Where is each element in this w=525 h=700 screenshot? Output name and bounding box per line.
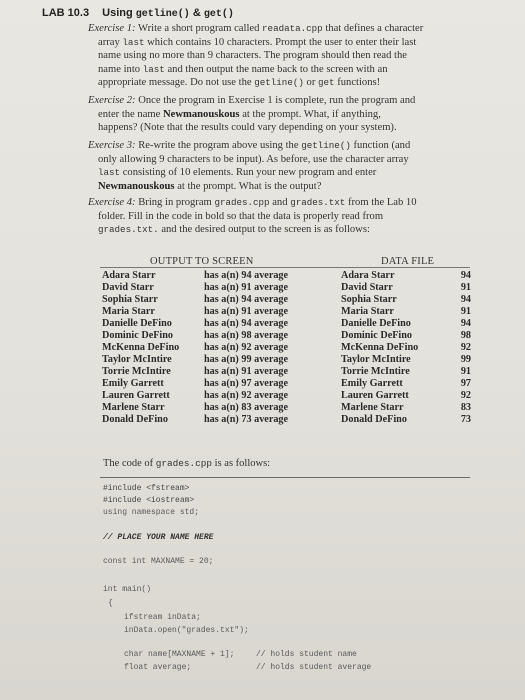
exercise-1: [88, 22, 423, 90]
code-intro-filename: grades.cpp: [155, 458, 213, 469]
lab-title: [42, 7, 234, 20]
code-include-iostream: #include <iostream>: [103, 496, 195, 505]
exercise-3-func: getline(): [301, 140, 351, 151]
output-name: Emily Garrett: [102, 378, 164, 389]
output-score: 94: [241, 270, 252, 281]
has-prefix: has a(n): [204, 390, 239, 401]
exercise-1-text: name into: [98, 63, 141, 75]
code-comment-name: // PLACE YOUR NAME HERE: [103, 533, 214, 542]
data-score-cell: 97: [460, 378, 471, 389]
output-average-line: [204, 330, 288, 342]
output-score: 83: [241, 402, 252, 413]
exercise-4-file: grades.txt.: [98, 224, 159, 236]
average-word: average: [254, 318, 289, 329]
data-scores-column: [449, 270, 471, 426]
average-word: average: [254, 294, 289, 305]
average-word: average: [254, 270, 289, 281]
output-average-line: [204, 294, 288, 306]
average-word: average: [254, 378, 289, 389]
output-average-line: [204, 390, 288, 402]
exercise-4-file: grades.cpp: [214, 197, 270, 208]
code-intro-text: The code of: [103, 458, 154, 469]
output-score: 92: [241, 390, 252, 401]
exercise-1-filename: readata.cpp: [262, 23, 323, 34]
output-average-line: [204, 366, 288, 378]
data-score-cell: 91: [460, 306, 471, 317]
data-score-cell: 94: [460, 270, 471, 281]
code-ifstream: ifstream inData;: [124, 613, 201, 622]
exercise-3-text: at the prompt. What is the output?: [177, 180, 322, 192]
average-word: average: [254, 414, 289, 425]
output-score: 99: [241, 354, 252, 365]
average-word: average: [254, 330, 289, 341]
exercise-3: [88, 139, 410, 193]
exercise-3-text: Re-write the program above using the: [138, 140, 299, 151]
exercise-4-text: and: [272, 197, 288, 208]
average-word: average: [254, 354, 289, 365]
exercise-1-text: appropriate message. Do not use the: [98, 77, 252, 89]
exercise-2-label: Exercise 2:: [88, 95, 136, 106]
has-prefix: has a(n): [204, 282, 239, 293]
exercise-2: [88, 94, 415, 135]
exercise-4-text: from the Lab 10: [347, 197, 417, 208]
exercise-4: [88, 196, 417, 237]
title-func-getline: getline(): [135, 9, 190, 20]
code-char-name-comment: // holds student name: [256, 650, 357, 659]
output-average-line: [204, 342, 288, 354]
data-score-cell: 99: [460, 354, 471, 365]
exercise-4-text: folder. Fill in the code in bold so that the data is properly read from: [98, 210, 384, 222]
data-score-cell: 83: [460, 402, 471, 413]
average-word: average: [254, 366, 289, 377]
has-prefix: has a(n): [204, 342, 239, 353]
exercise-4-file: grades.txt: [290, 197, 346, 208]
has-prefix: has a(n): [204, 378, 239, 389]
exercise-3-var: last: [98, 167, 121, 179]
code-float-average-comment: // holds student average: [256, 663, 372, 672]
data-score-cell: 94: [460, 318, 471, 329]
title-func-get: get(): [203, 9, 234, 20]
data-name-cell: Torrie McIntire: [341, 366, 410, 377]
exercise-1-text: which contains 10 characters. Prompt the user to enter their last: [147, 36, 417, 48]
output-average-line: [204, 306, 288, 318]
data-name-cell: Sophia Starr: [341, 294, 397, 305]
output-name: Marlene Starr: [102, 402, 165, 413]
output-name: Taylor McIntire: [102, 354, 172, 365]
output-score: 92: [241, 342, 252, 353]
average-word: average: [254, 342, 289, 353]
code-using-namespace: using namespace std;: [103, 508, 200, 517]
data-name-cell: Marlene Starr: [341, 402, 404, 413]
output-average-line: [204, 402, 288, 414]
output-heading: OUTPUT TO SCREEN: [150, 256, 254, 267]
exercise-3-name: Newmanouskous: [98, 180, 175, 192]
exercise-1-func: getline(): [254, 77, 304, 89]
code-float-average: float average;: [124, 663, 192, 672]
has-prefix: has a(n): [204, 294, 239, 305]
data-name-cell: Adara Starr: [341, 270, 395, 281]
code-const-maxname: const int MAXNAME = 20;: [103, 557, 214, 566]
table-rule: [100, 267, 470, 268]
exercise-3-text: consisting of 10 elements. Run your new program and enter: [122, 167, 377, 179]
output-name: Adara Starr: [102, 270, 156, 281]
average-word: average: [254, 282, 289, 293]
data-score-cell: 98: [460, 330, 471, 341]
output-name: Lauren Garrett: [102, 390, 170, 401]
exercise-4-text: Bring in program: [138, 197, 212, 208]
output-average-line: [204, 354, 288, 366]
code-main: int main(): [103, 585, 152, 594]
output-name: David Starr: [102, 282, 154, 293]
data-name-cell: Donald DeFino: [341, 414, 407, 425]
exercise-1-var: last: [142, 63, 165, 75]
output-average-line: [204, 270, 288, 282]
output-average-line: [204, 318, 288, 330]
output-score: 91: [241, 282, 252, 293]
exercise-1-text: or: [306, 77, 316, 89]
data-score-cell: 92: [460, 390, 471, 401]
data-name-cell: Maria Starr: [341, 306, 394, 317]
has-prefix: has a(n): [204, 270, 239, 281]
exercise-2-text: at the prompt. What, if anything,: [242, 108, 381, 120]
exercise-1-text: name using no more than 9 characters. The program should then read the: [98, 50, 407, 62]
data-score-cell: 91: [460, 366, 471, 377]
average-word: average: [254, 390, 289, 401]
output-score: 94: [241, 318, 252, 329]
has-prefix: has a(n): [204, 414, 239, 425]
exercise-2-name: Newmanouskous: [163, 108, 240, 120]
code-open-brace: {: [108, 599, 113, 608]
output-score: 98: [241, 330, 252, 341]
exercise-3-text: only allowing 9 characters to be input). As before, use the character array: [98, 153, 409, 165]
output-score: 97: [241, 378, 252, 389]
output-names-column: [102, 270, 179, 426]
output-average-line: [204, 282, 288, 294]
exercise-2-text: Once the program in Exercise 1 is complete, run the program and: [138, 95, 416, 106]
output-average-line: [204, 414, 288, 426]
output-score: 94: [241, 294, 252, 305]
data-score-cell: 94: [460, 294, 471, 305]
data-name-cell: McKenna DeFino: [341, 342, 419, 353]
code-intro: [103, 458, 270, 469]
data-score-cell: 91: [460, 282, 471, 293]
exercise-2-text: enter the name: [98, 108, 161, 120]
has-prefix: has a(n): [204, 318, 239, 329]
has-prefix: has a(n): [204, 306, 239, 317]
average-word: average: [254, 306, 289, 317]
exercise-1-text: Write a short program called: [138, 23, 260, 34]
data-name-cell: Emily Garrett: [341, 378, 403, 389]
data-names-column: [341, 270, 418, 426]
exercise-4-text: and the desired output to the screen is as follows:: [161, 224, 370, 236]
exercise-3-text: function (and: [353, 140, 411, 151]
has-prefix: has a(n): [204, 330, 239, 341]
output-name: McKenna DeFino: [102, 342, 180, 353]
title-ampersand: &: [192, 7, 201, 19]
output-name: Donald DeFino: [102, 414, 168, 425]
output-score: 91: [241, 306, 252, 317]
output-name: Danielle DeFino: [102, 318, 172, 329]
exercise-1-text: and then output the name back to the screen with an: [167, 63, 388, 75]
exercise-1-text: that defines a character: [325, 23, 424, 34]
code-intro-text: is as follows:: [214, 458, 271, 469]
data-score-cell: 92: [460, 342, 471, 353]
data-name-cell: Taylor McIntire: [341, 354, 411, 365]
output-score: 91: [241, 366, 252, 377]
output-name: Maria Starr: [102, 306, 155, 317]
code-char-name: char name[MAXNAME + 1];: [124, 650, 235, 659]
has-prefix: has a(n): [204, 354, 239, 365]
data-score-cell: 73: [460, 414, 471, 425]
exercise-1-label: Exercise 1:: [88, 23, 136, 34]
average-word: average: [254, 402, 289, 413]
code-rule: [100, 477, 470, 478]
exercise-1-text: array: [98, 36, 120, 48]
output-name: Sophia Starr: [102, 294, 158, 305]
data-name-cell: Lauren Garrett: [341, 390, 409, 401]
exercise-1-var: last: [122, 36, 145, 48]
output-name: Torrie McIntire: [102, 366, 171, 377]
code-open-file: inData.open("grades.txt");: [124, 626, 249, 635]
code-include-fstream: #include <fstream>: [103, 484, 190, 493]
has-prefix: has a(n): [204, 366, 239, 377]
data-file-heading: DATA FILE: [381, 256, 435, 267]
output-averages-column: [204, 270, 288, 426]
exercise-2-text: happens? (Note that the results could vary depending on your system).: [98, 122, 397, 134]
title-prefix: Using: [102, 7, 133, 19]
output-score: 73: [241, 414, 252, 425]
exercise-1-func: get: [318, 77, 335, 89]
output-name: Dominic DeFino: [102, 330, 174, 341]
data-name-cell: Dominic DeFino: [341, 330, 413, 341]
exercise-1-text: functions!: [337, 77, 381, 89]
output-average-line: [204, 378, 288, 390]
data-name-cell: Danielle DeFino: [341, 318, 411, 329]
exercise-4-label: Exercise 4:: [88, 197, 136, 208]
lab-number: LAB 10.3: [42, 7, 90, 19]
exercise-3-label: Exercise 3:: [88, 140, 136, 151]
data-name-cell: David Starr: [341, 282, 393, 293]
has-prefix: has a(n): [204, 402, 239, 413]
